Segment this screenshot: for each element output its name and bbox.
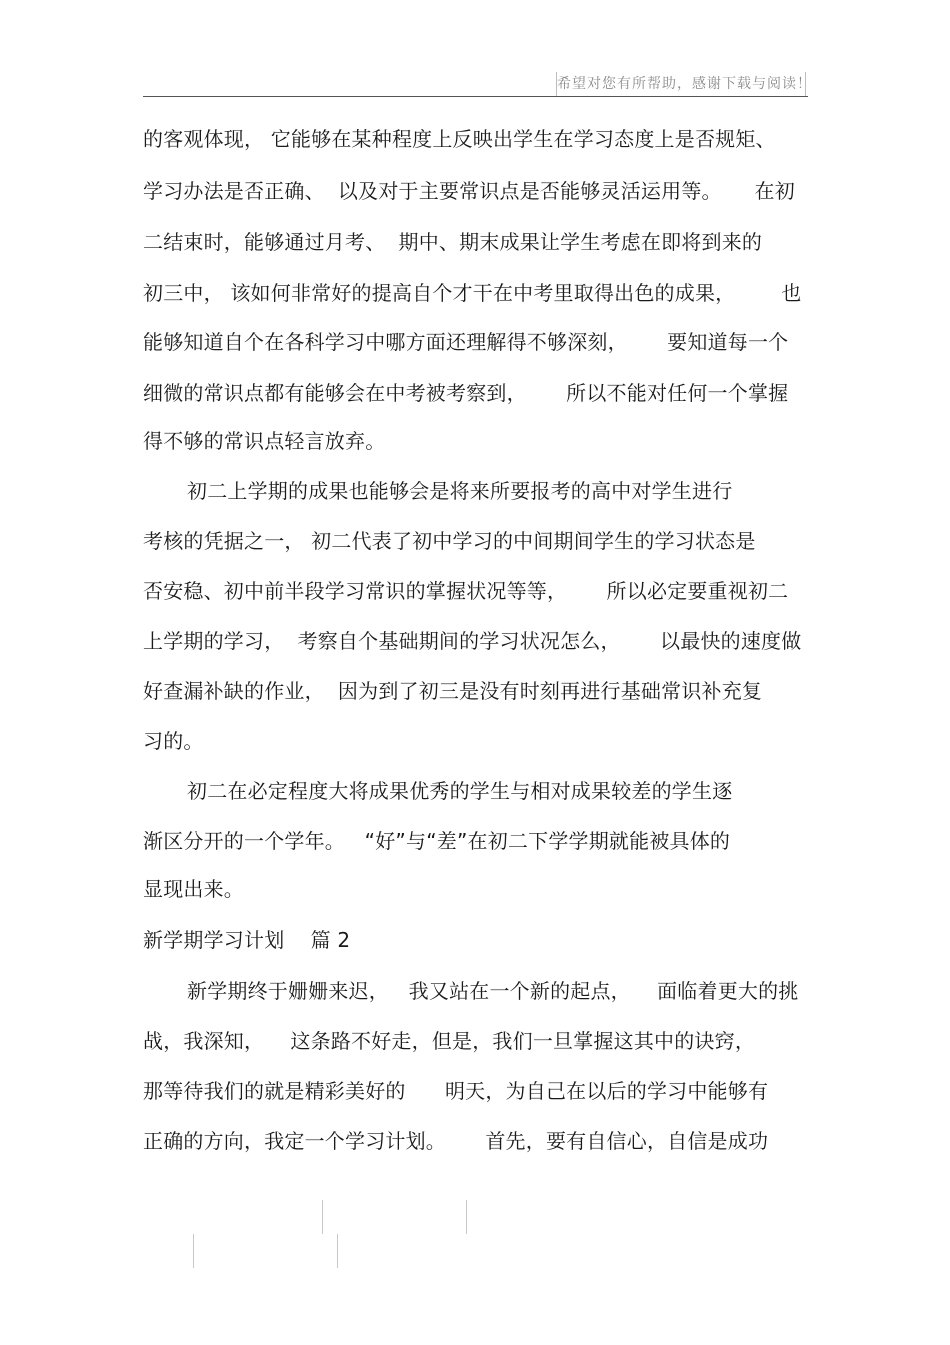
paragraph-line: 能够知道自个在各科学习中哪方面还理解得不够深刻， 要知道每一个	[143, 330, 789, 354]
paragraph-line: 新学期终于姗姗来迟， 我又站在一个新的起点， 面临着更大的挑	[187, 979, 799, 1003]
scan-artifact-line	[193, 1234, 194, 1268]
paragraph-line: 学习办法是否正确、 以及对于主要常识点是否能够灵活运用等。 在初	[143, 179, 795, 203]
scan-artifact-line	[337, 1234, 338, 1268]
paragraph-line: 战，我深知， 这条路不好走，但是，我们一旦掌握这其中的诀窍，	[143, 1029, 756, 1053]
paragraph-line: 否安稳、初中前半段学习常识的掌握状况等等， 所以必定要重视初二	[143, 579, 789, 603]
paragraph-line: 习的。	[143, 729, 204, 753]
paragraph-line: 得不够的常识点轻言放弃。	[143, 429, 386, 453]
scan-artifact-line	[322, 1200, 323, 1234]
paragraph-line: 初二上学期的成果也能够会是将来所要报考的高中对学生进行	[187, 479, 733, 503]
paragraph-line: 细微的常识点都有能够会在中考被考察到， 所以不能对任何一个掌握	[143, 381, 789, 405]
paragraph-line: 渐区分开的一个学年。 “好”与“差”在初二下学学期就能被具体的	[143, 829, 731, 853]
paragraph-line: 好查漏补缺的作业， 因为到了初三是没有时刻再进行基础常识补充复	[143, 679, 763, 703]
paragraph-line: 上学期的学习， 考察自个基础期间的学习状况怎么， 以最快的速度做	[143, 629, 802, 653]
paragraph-line: 二结束时，能够通过月考、 期中、期末成果让学生考虑在即将到来的	[143, 230, 763, 254]
paragraph-line: 正确的方向，我定一个学习计划。 首先，要有自信心，自信是成功	[143, 1129, 769, 1153]
section-heading: 新学期学习计划 篇 2	[143, 928, 351, 952]
paragraph-line: 显现出来。	[143, 877, 244, 901]
paragraph-line: 初二在必定程度大将成果优秀的学生与相对成果较差的学生逐	[187, 779, 733, 803]
paragraph-line: 那等待我们的就是精彩美好的 明天，为自己在以后的学习中能够有	[143, 1079, 769, 1103]
paragraph-line: 的客观体现， 它能够在某种程度上反映出学生在学习态度上是否规矩、	[143, 127, 776, 151]
paragraph-line: 考核的凭据之一， 初二代表了初中学习的中间期间学生的学习状态是	[143, 529, 756, 553]
scan-artifact-line	[466, 1200, 467, 1234]
paragraph-line: 初三中， 该如何非常好的提高自个才干在中考里取得出色的成果， 也	[143, 281, 802, 305]
header-note: 希望对您有所帮助，感谢下载与阅读！	[556, 72, 806, 96]
header-divider	[143, 96, 808, 97]
